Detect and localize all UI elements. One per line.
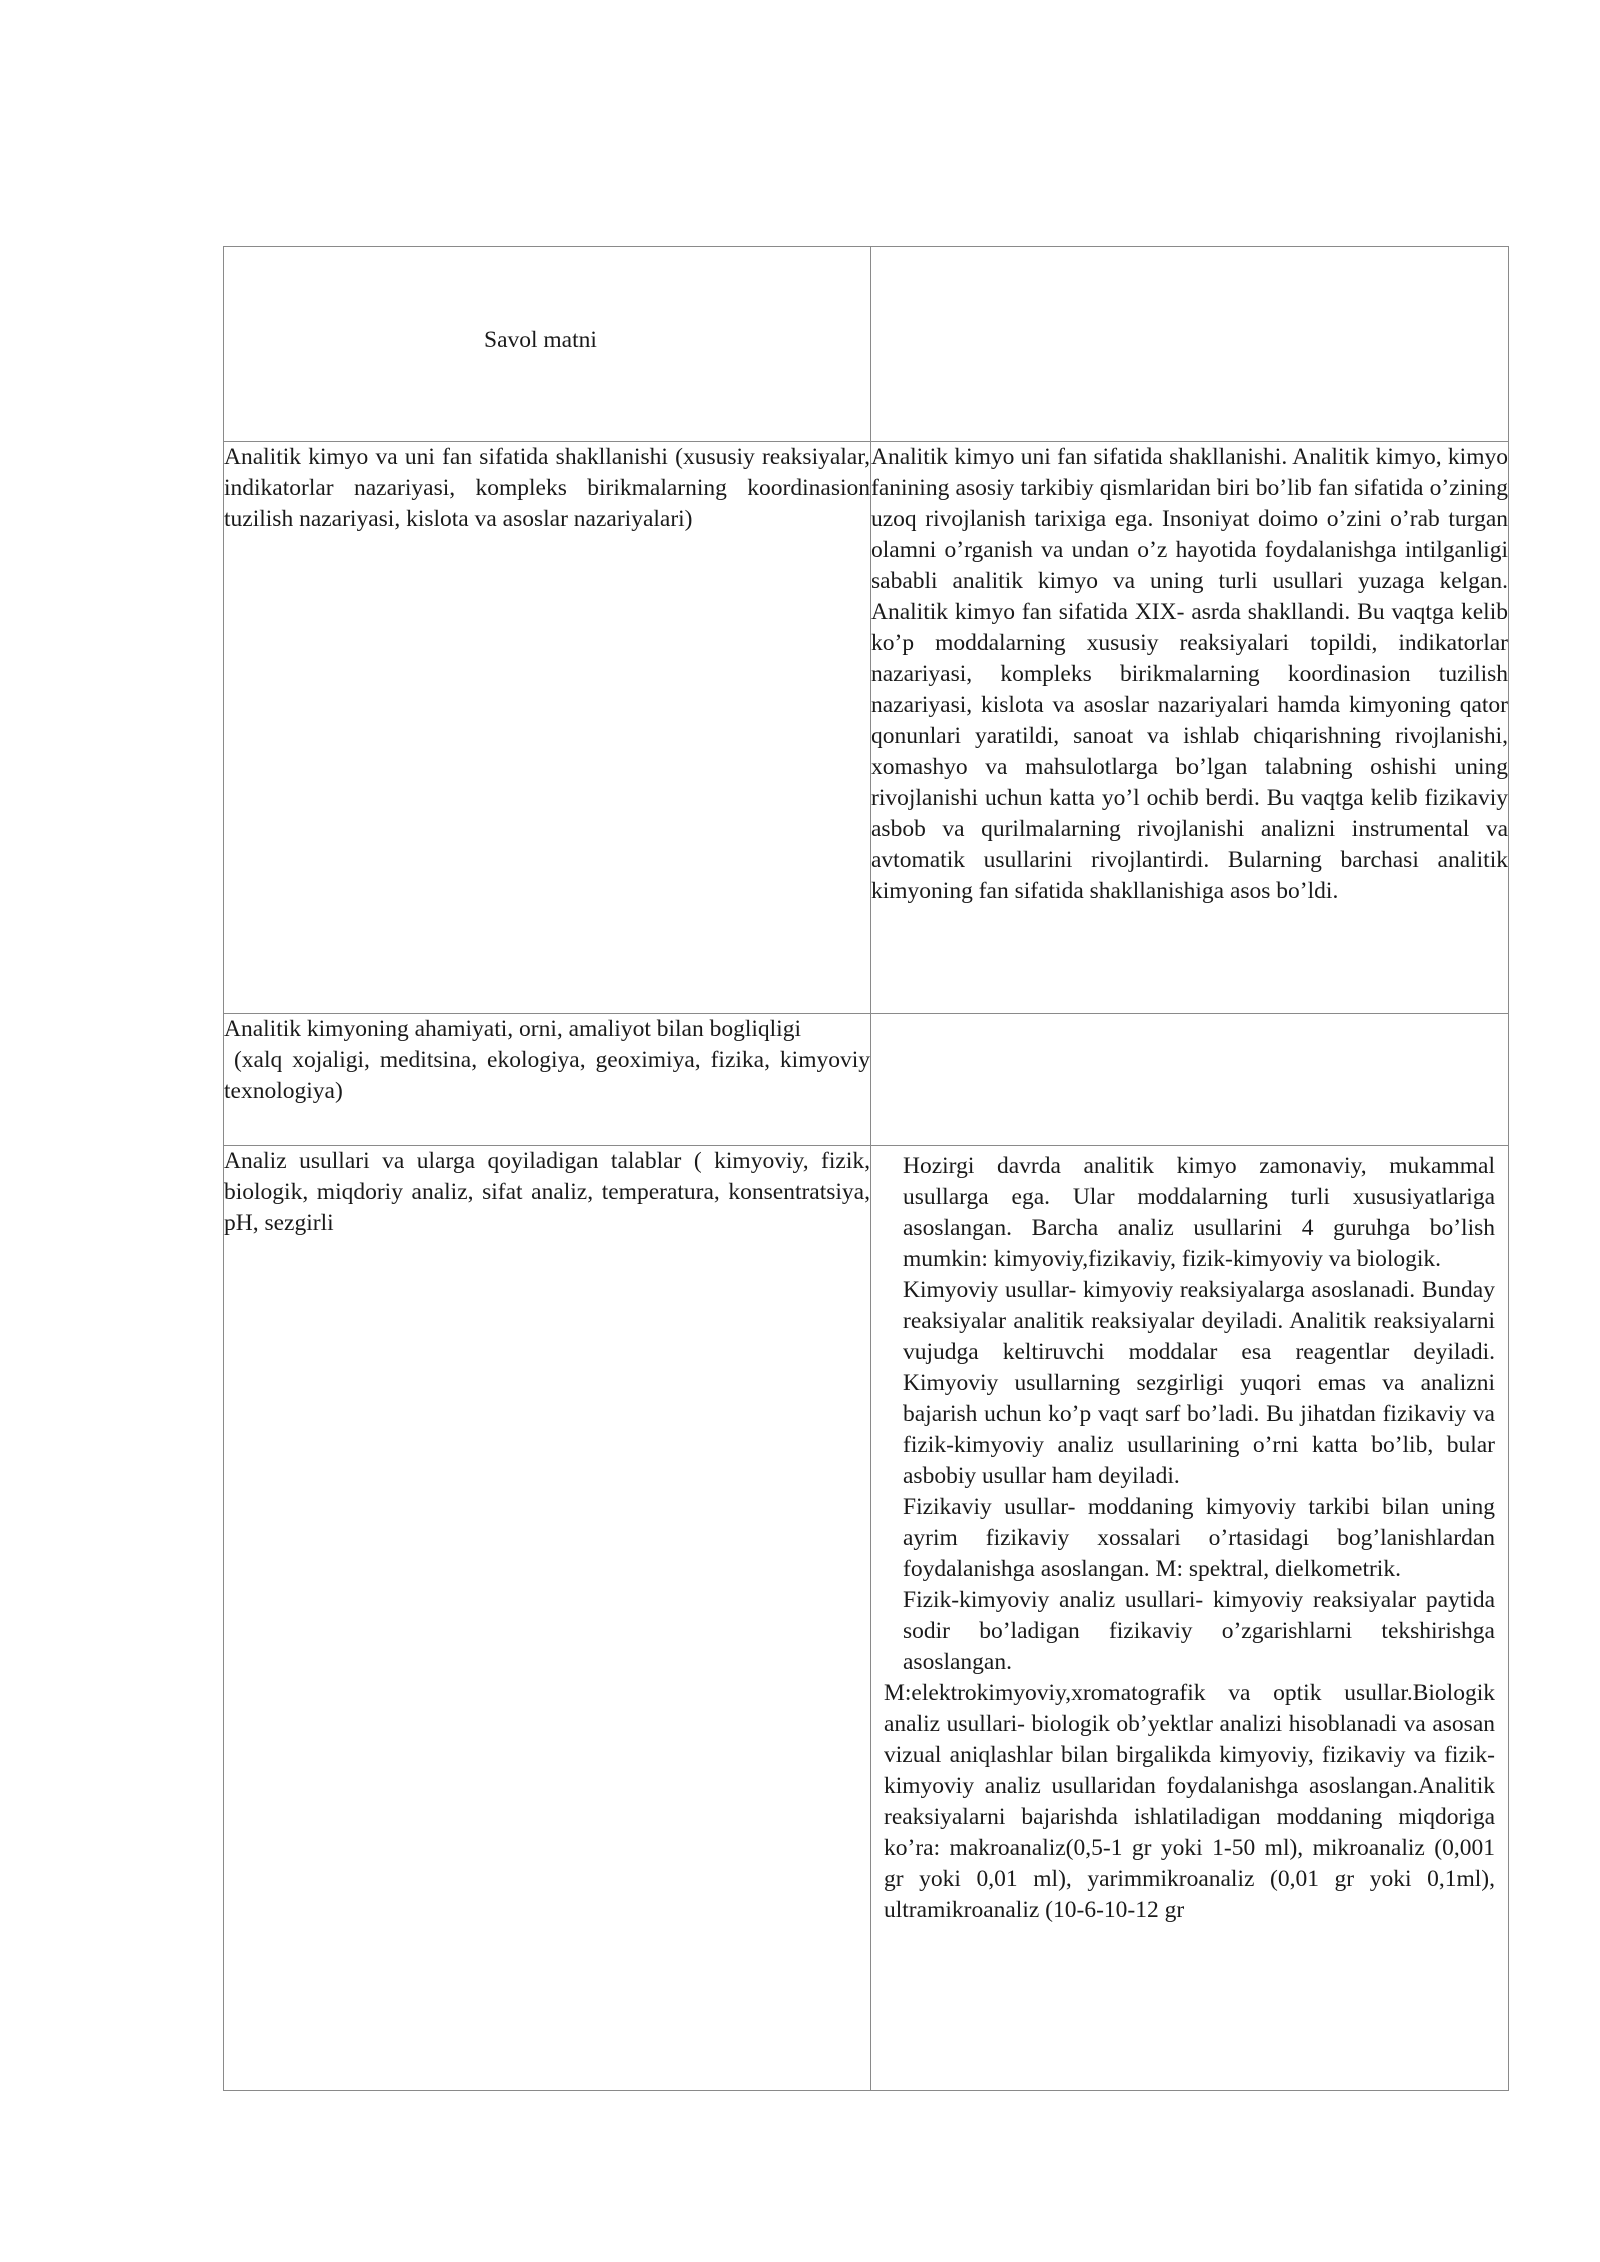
header-title: Savol matni [484,327,597,353]
question-text-line: (xalq xojaligi, meditsina, ekologiya, geoximiya, fizika, kimyoviy texnologiya) [224,1047,876,1104]
table-row [224,1014,1509,1146]
question-cell [224,442,871,1014]
question-text-line: Analitik kimyoning ahamiyati, orni, amaliyot bilan bogliqligi [224,1016,801,1042]
question-cell [224,1014,876,1146]
answer-text: Analitik kimyo uni fan sifatida shakllanishi. Analitik kimyo, kimyo fanining asosiy tarkibiy qismlaridan biri bo’lib fan sifatida o’zining uzoq rivojlanish tarixiga ega. Insoniyat doimo o’zini o’rab turgan olamni o’rganish va undan o’z hayotida foydalanishga intilganligi sababli analitik kimyo va uning turli usullari yuzaga kelgan. Analitik kimyo fan sifatida XIX- asrda shakllandi. Bu vaqtga kelib ko’p moddalarning xususiy reaksiyalari topildi, indikatorlar nazariyasi, kompleks birikmalarning koordinasion tuzilish nazariyasi, kislota va asoslar nazariyalari hamda kimyoning qator qonunlari yaratildi, sanoat va ishlab chiqarishning rivojlanishi, xomashyo va mahsulotlarga bo’lgan talabning oshishi uning rivojlanishi uchun katta yo’l ochib berdi. Bu vaqtga kelib fizikaviy asbob va qurilmalarning rivojlanishi analizni instrumental va avtomatik usullarini rivojlantirdi. Bularning barchasi analitik kimyoning fan sifatida shakllanishiga asos bo’ldi. [871,444,1508,904]
answer-tail-block [871,1678,1508,1926]
question-answer-table [223,246,1509,2091]
answer-cell [871,442,1509,1014]
question-text: Analitik kimyo va uni fan sifatida shakllanishi (xususiy reaksiyalar, indikatorlar nazariyasi, kompleks birikmalarning koordinasion tuzilish nazariyasi, kislota va asoslar nazariyalari) [224,444,870,532]
answer-paragraph: Kimyoviy usullar- kimyoviy reaksiyalarga asoslanadi. Bunday reaksiyalar analitik reaksiyalar deyiladi. Analitik reaksiyalarni vujudga keltiruvchi moddalar esa reagentlar deyiladi. Kimyoviy usullarning sezgirligi yuqori emas va analizni bajarish uchun ko’p vaqt sarf bo’ladi. Bu jihatdan fizikaviy va fizik-kimyoviy analiz usullarining o’rni katta bo’lib, bular asbobiy usullar ham deyiladi. [903,1277,1495,1489]
table-row [224,1146,1509,2091]
header-cell-question [224,247,871,442]
answer-paragraph: Fizikaviy usullar- moddaning kimyoviy tarkibi bilan uning ayrim fizikaviy xossalari o’rtasidagi bog’lanishlardan foydalanishga asoslangan. M: spektral, dielkometrik. [903,1494,1495,1582]
header-cell-answer [871,247,1509,442]
answer-indented-block [871,1146,1508,1678]
table-row [224,442,1509,1014]
answer-cell [871,1014,1509,1146]
answer-paragraph: Fizik-kimyoviy analiz usullari- kimyoviy reaksiyalar paytida sodir bo’ladigan fizikaviy o’zgarishlarni tekshirishga asoslangan. [903,1587,1495,1675]
question-text: Analiz usullari va ularga qoyiladigan talablar ( kimyoviy, fizik, biologik, miqdoriy analiz, sifat analiz, temperatura, konsentratsiya, pH, sezgirli [224,1148,870,1236]
answer-paragraph: M:elektrokimyoviy,xromatografik va optik usullar.Biologik analiz usullari- biologik ob’yektlar analizi hisoblanadi va asosan vizual aniqlashlar bilan birgalikda kimyoviy, fizikaviy va fizik-kimyoviy analiz usullaridan foydalanishga asoslangan.Analitik reaksiyalarni bajarishda ishlatiladigan moddaning miqdoriga ko’ra: makroanaliz(0,5-1 gr yoki 1-50 ml), mikroanaliz (0,001 gr yoki 0,01 ml), yarimmikroanaliz (0,01 gr yoki 0,1ml), ultramikroanaliz (10-6-10-12 gr [884,1680,1495,1923]
answer-paragraph: Hozirgi davrda analitik kimyo zamonaviy, mukammal usullarga ega. Ular moddalarning turli xususiyatlariga asoslangan. Barcha analiz usullarini 4 guruhga bo’lish mumkin: kimyoviy,fizikaviy, fizik-kimyoviy va biologik. [903,1153,1495,1272]
question-cell [224,1146,871,2091]
answer-cell [871,1146,1509,2091]
table-header-row [224,247,1509,442]
